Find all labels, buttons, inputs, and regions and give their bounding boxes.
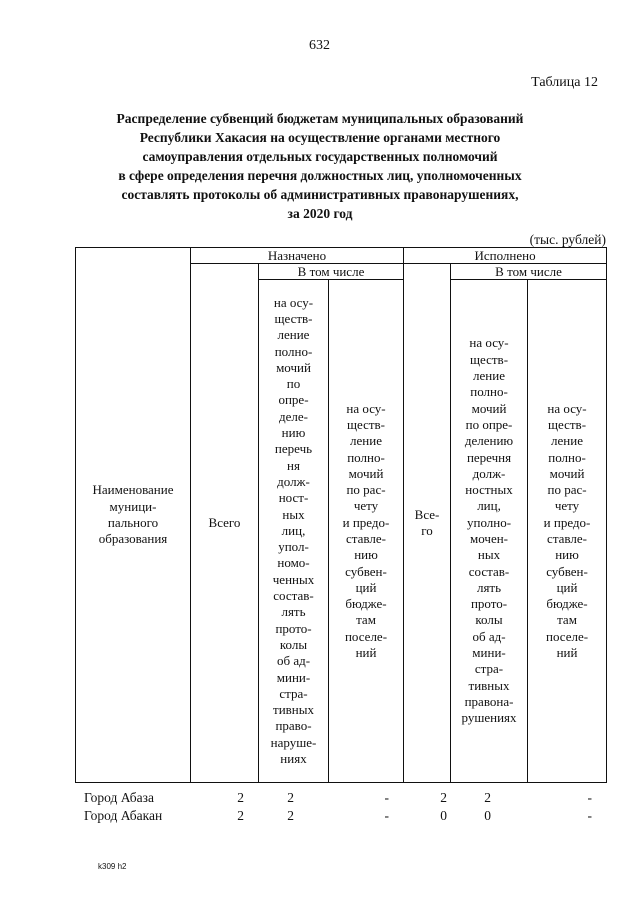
row-executed-sub1: 2 xyxy=(484,790,491,805)
row-assigned-sub1: 2 xyxy=(287,808,294,823)
header-executed: Исполнено xyxy=(404,248,607,264)
table-row xyxy=(75,789,606,807)
row-assigned-sub1: 2 xyxy=(287,790,294,805)
row-assigned-sub2: - xyxy=(384,808,389,823)
title-line: за 2020 год xyxy=(287,206,353,221)
header-executed-total: Все- го xyxy=(404,264,451,783)
page-number: 632 xyxy=(309,38,330,53)
row-executed-sub2: - xyxy=(587,808,592,823)
title-line: в сфере определения перечня должностных лиц, уполномоченных xyxy=(118,168,522,183)
header-assigned-sub2: на осу- ществ- ление полно- мочий по рас- чету и предо- ставле- нию субвен- ций бюдже- там поселе- ний xyxy=(329,280,404,783)
title-line: Республики Хакасия на осуществление органами местного xyxy=(139,130,501,145)
units-label: (тыс. рублей) xyxy=(529,232,606,247)
header-name-column: Наименование муници- пального образования xyxy=(76,248,191,783)
row-executed-sub1: 0 xyxy=(484,808,491,823)
header-executed-sub1: на осу- ществ- ление полно- мочий по опре- делению перечня долж- ностных лиц, уполно- мочен- ных состав- лять прото- колы об ад- мини- стра- тивных правона- рушениях xyxy=(451,280,528,783)
header-assigned-sub1: на осу- ществ- ление полно- мочий по опре- деле- нию перечь ня долж- ност- ных лиц, упол- номо- ченных состав- лять прото- колы об ад- мини- стра- тивных право- наруше- ниях xyxy=(259,280,329,783)
title-line: самоуправления отдельных государственных полномочий xyxy=(142,149,498,164)
header-assigned: Назначено xyxy=(191,248,404,264)
table-label: Таблица 12 xyxy=(531,75,598,90)
row-assigned-total: 2 xyxy=(237,808,244,823)
row-executed-total: 0 xyxy=(440,808,447,823)
header-executed-sub2: на осу- ществ- ление полно- мочий по рас- чету и предо- ставле- нию субвен- ций бюдже- там поселе- ний xyxy=(528,280,607,783)
header-table xyxy=(75,247,607,783)
header-assigned-total: Всего xyxy=(191,264,259,783)
row-assigned-sub2: - xyxy=(384,790,389,805)
title-line: Распределение субвенций бюджетам муниципальных образований xyxy=(116,111,524,126)
header-assigned-including: В том числе xyxy=(259,264,404,280)
header-executed-including: В том числе xyxy=(451,264,607,280)
row-name: Город Абакан xyxy=(84,808,163,823)
row-assigned-total: 2 xyxy=(237,790,244,805)
data-table xyxy=(75,789,606,825)
table-row xyxy=(75,807,606,825)
title-line: составлять протоколы об административных правонарушениях, xyxy=(121,187,519,202)
row-name: Город Абаза xyxy=(84,790,154,805)
document-title xyxy=(60,109,580,223)
footer-code: k309 h2 xyxy=(98,862,127,871)
row-executed-sub2: - xyxy=(587,790,592,805)
row-executed-total: 2 xyxy=(440,790,447,805)
